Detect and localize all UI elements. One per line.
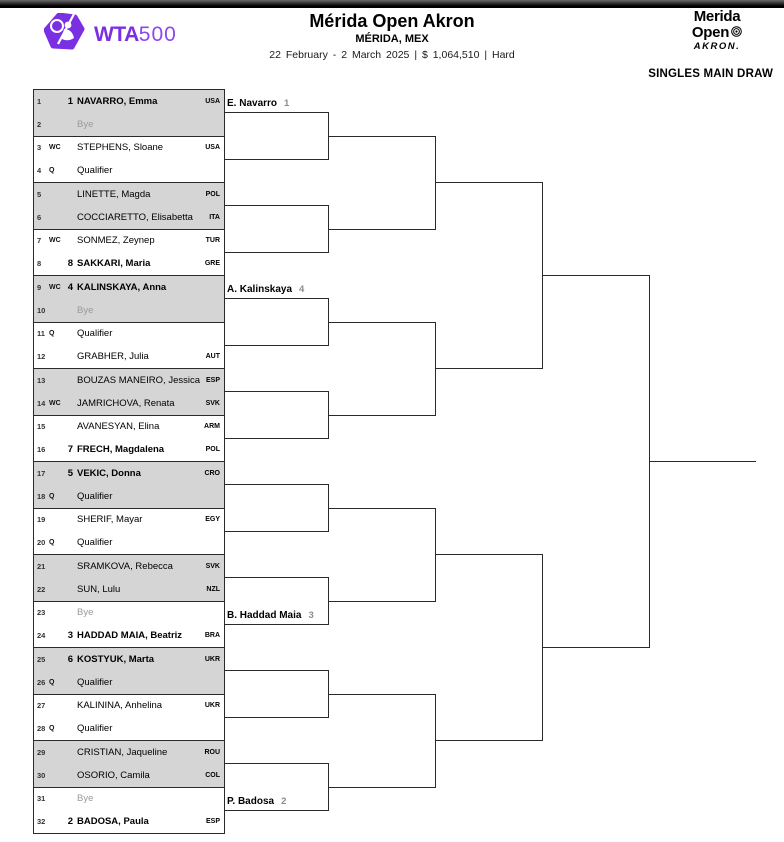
entry-position: 3 <box>37 143 42 153</box>
advancing-player-label <box>227 98 289 109</box>
entry-position: 18 <box>37 491 46 501</box>
first-round-match-box <box>33 787 225 835</box>
entry-type-tag: Q <box>49 167 55 175</box>
player-name: KOSTYUK, Marta <box>77 653 155 665</box>
wta-wordmark: WTA <box>94 22 139 46</box>
draw-entry-row <box>34 230 224 253</box>
entry-seed: 8 <box>67 258 73 270</box>
entry-position: 20 <box>37 538 46 548</box>
entry-type-tag: WC <box>49 144 61 152</box>
player-name: Qualifier <box>77 723 113 735</box>
entry-position: 5 <box>37 189 42 199</box>
draw-entry-row <box>34 276 224 299</box>
entry-position: 1 <box>37 96 42 106</box>
country-code: POL <box>205 190 220 198</box>
round1-winner-line <box>225 252 328 253</box>
sponsor-logo <box>662 9 772 51</box>
section-title: SINGLES MAIN DRAW <box>648 68 773 80</box>
first-round-match-box <box>33 740 225 788</box>
round1-winner-line <box>225 391 328 392</box>
entry-type-tag: WC <box>49 237 61 245</box>
country-code: SVK <box>205 562 220 570</box>
entry-position: 27 <box>37 701 46 711</box>
entry-position: 15 <box>37 422 46 432</box>
country-code: ESP <box>205 818 220 826</box>
advancing-player-seed: 2 <box>281 795 287 807</box>
player-name: AVANESYAN, Elina <box>77 421 160 433</box>
entry-seed: 6 <box>67 653 73 665</box>
entry-type-tag: WC <box>49 283 61 291</box>
first-round-match-box <box>33 601 225 649</box>
player-name: KALINSKAYA, Anna <box>77 281 167 293</box>
player-name: Qualifier <box>77 490 113 502</box>
draw-entry-row <box>34 90 224 113</box>
player-name: SHERIF, Mayar <box>77 514 143 526</box>
entry-seed: 7 <box>67 444 73 456</box>
tournament-title: Mérida Open Akron <box>309 11 475 31</box>
draw-entry-row <box>34 602 224 625</box>
country-code: ESP <box>205 376 220 384</box>
entry-seed: 4 <box>67 281 73 293</box>
player-name: BOUZAS MANEIRO, Jessica <box>77 374 200 386</box>
player-name: Qualifier <box>77 676 113 688</box>
entry-position: 28 <box>37 724 46 734</box>
sponsor-line-open: Open <box>662 25 772 41</box>
first-round-match-box <box>33 554 225 602</box>
country-code: POL <box>205 446 220 454</box>
entry-position: 24 <box>37 631 46 641</box>
player-name: SONMEZ, Zeynep <box>77 235 155 247</box>
country-code: USA <box>205 97 220 105</box>
round1-winner-line <box>225 112 328 113</box>
entry-position: 29 <box>37 747 46 757</box>
player-name: Qualifier <box>77 165 113 177</box>
first-round-match-box <box>33 89 225 137</box>
entry-type-tag: Q <box>49 539 55 547</box>
tournament-details: 22 February - 2 March 2025 | $ 1,064,510 | Hard <box>269 49 515 61</box>
entry-position: 12 <box>37 352 46 362</box>
country-code: UKR <box>204 702 220 710</box>
round1-winner-line <box>225 159 328 160</box>
entry-position: 17 <box>37 468 46 478</box>
entry-position: 14 <box>37 398 46 408</box>
round2-winner-line <box>328 694 435 695</box>
round2-winner-line <box>328 322 435 323</box>
advancing-player-seed: 3 <box>308 609 314 621</box>
country-code: SVK <box>205 399 220 407</box>
first-round-match-box <box>33 415 225 463</box>
round1-winner-line <box>225 484 328 485</box>
country-code: TUR <box>205 237 220 245</box>
first-round-match-box <box>33 182 225 230</box>
draw-entry-row <box>34 137 224 160</box>
round1-winner-line <box>225 298 328 299</box>
player-name: Bye <box>77 304 94 316</box>
first-round-match-box <box>33 229 225 277</box>
draw-entry-row <box>34 578 224 601</box>
draw-entry-row <box>34 252 224 275</box>
country-code: ARM <box>204 423 220 431</box>
draw-entry-row <box>34 438 224 461</box>
draw-entry-row <box>34 764 224 787</box>
semifinal-winner-line <box>542 275 649 276</box>
entry-seed: 2 <box>67 816 73 828</box>
advancing-player-seed: 1 <box>284 98 290 110</box>
player-name: Bye <box>77 793 94 805</box>
entry-position: 6 <box>37 212 42 222</box>
entry-position: 26 <box>37 677 46 687</box>
player-name: OSORIO, Camila <box>77 769 150 781</box>
draw-entry-row <box>34 462 224 485</box>
advancing-player-label <box>227 796 286 807</box>
first-round-match-box <box>33 136 225 184</box>
player-name: HADDAD MAIA, Beatriz <box>77 630 183 642</box>
round1-winner-line <box>225 577 328 578</box>
round1-winner-line <box>225 670 328 671</box>
player-name: BADOSA, Paula <box>77 816 149 828</box>
entry-position: 16 <box>37 445 46 455</box>
entry-position: 13 <box>37 375 46 385</box>
draw-entry-row <box>34 648 224 671</box>
advancing-player-label <box>227 610 314 621</box>
entry-position: 7 <box>37 236 42 246</box>
country-code: ITA <box>209 213 220 221</box>
round1-winner-line <box>225 531 328 532</box>
draw-entry-row <box>34 509 224 532</box>
entry-type-tag: WC <box>49 399 61 407</box>
draw-entry-row <box>34 741 224 764</box>
entry-position: 22 <box>37 584 46 594</box>
draw-entry-row <box>34 531 224 554</box>
first-round-match-box <box>33 461 225 509</box>
draw-entry-row <box>34 113 224 136</box>
round2-winner-line <box>328 229 435 230</box>
country-code: USA <box>205 144 220 152</box>
sponsor-line-merida: Merida <box>693 8 741 25</box>
semifinal-winner-line <box>542 647 649 648</box>
country-code: UKR <box>204 655 220 663</box>
first-round-match-box <box>33 322 225 370</box>
akron-target-icon <box>731 25 742 41</box>
player-name: CRISTIAN, Jaqueline <box>77 746 168 758</box>
quarterfinal-winner-line <box>435 740 542 741</box>
round1-winner-line <box>225 763 328 764</box>
wta-tier-label: 500 <box>138 22 177 46</box>
entry-type-tag: Q <box>49 678 55 686</box>
entry-position: 25 <box>37 654 46 664</box>
round2-winner-line <box>328 136 435 137</box>
advancing-player-label <box>227 284 304 295</box>
player-name: Qualifier <box>77 328 113 340</box>
player-name: Bye <box>77 607 94 619</box>
player-name: STEPHENS, Sloane <box>77 142 164 154</box>
draw-entry-row <box>34 299 224 322</box>
draw-entry-row <box>34 392 224 415</box>
tournament-location: MÉRIDA, MEX <box>355 33 429 45</box>
first-round-match-box <box>33 275 225 323</box>
player-name: SUN, Lulu <box>77 583 121 595</box>
advancing-player-seed: 4 <box>299 284 305 296</box>
draw-entry-row <box>34 624 224 647</box>
first-round-match-box <box>33 647 225 695</box>
draw-entry-row <box>34 671 224 694</box>
player-name: VEKIC, Donna <box>77 467 141 479</box>
round1-winner-line <box>225 624 328 625</box>
player-name: Bye <box>77 118 94 130</box>
draw-entry-row <box>34 159 224 182</box>
champion-line <box>649 461 756 462</box>
country-code: ROU <box>204 748 220 756</box>
advancing-player-name: E. Navarro <box>227 98 278 110</box>
draw-entry-row <box>34 717 224 740</box>
entry-position: 31 <box>37 794 46 804</box>
advancing-player-name: A. Kalinskaya <box>227 284 293 296</box>
round1-winner-line <box>225 438 328 439</box>
draw-entry-row <box>34 810 224 833</box>
quarterfinal-winner-line <box>435 368 542 369</box>
player-name: JAMRICHOVA, Renata <box>77 397 175 409</box>
round1-winner-line <box>225 205 328 206</box>
round1-winner-line <box>225 717 328 718</box>
draw-entry-row <box>34 485 224 508</box>
player-name: COCCIARETTO, Elisabetta <box>77 211 193 223</box>
draw-entry-row <box>34 788 224 811</box>
country-code: NZL <box>206 585 220 593</box>
sponsor-line-akron: AKRON. <box>693 40 741 52</box>
round2-winner-line <box>328 601 435 602</box>
entry-seed: 5 <box>67 467 73 479</box>
entry-position: 9 <box>37 282 42 292</box>
top-black-bar <box>0 0 784 8</box>
country-code: GRE <box>204 260 220 268</box>
country-code: BRA <box>204 632 220 640</box>
entry-position: 11 <box>37 329 45 339</box>
round2-winner-line <box>328 508 435 509</box>
country-code: COL <box>205 771 220 779</box>
player-name: LINETTE, Magda <box>77 188 151 200</box>
entry-type-tag: Q <box>49 492 55 500</box>
entry-position: 4 <box>37 166 42 176</box>
first-round-match-box <box>33 694 225 742</box>
player-name: KALININA, Anhelina <box>77 700 163 712</box>
draw-entry-row <box>34 345 224 368</box>
country-code: EGY <box>205 516 220 524</box>
quarterfinal-winner-line <box>435 554 542 555</box>
advancing-player-name: P. Badosa <box>227 795 275 807</box>
draw-entry-row <box>34 183 224 206</box>
draw-entry-row <box>34 416 224 439</box>
round2-winner-line <box>328 415 435 416</box>
first-round-match-box <box>33 508 225 556</box>
entry-seed: 3 <box>67 630 73 642</box>
entry-position: 10 <box>37 305 46 315</box>
entry-position: 32 <box>37 817 46 827</box>
entry-position: 30 <box>37 770 46 780</box>
player-name: FRECH, Magdalena <box>77 444 165 456</box>
entry-seed: 1 <box>67 95 73 107</box>
player-name: Qualifier <box>77 537 113 549</box>
player-name: NAVARRO, Emma <box>77 95 158 107</box>
draw-entry-row <box>34 695 224 718</box>
draw-entry-row <box>34 555 224 578</box>
entry-position: 21 <box>37 561 46 571</box>
draw-entry-row <box>34 206 224 229</box>
country-code: CRO <box>204 469 220 477</box>
player-name: SRAMKOVA, Rebecca <box>77 560 173 572</box>
entry-position: 8 <box>37 259 42 269</box>
first-round-match-box <box>33 368 225 416</box>
advancing-player-name: B. Haddad Maia <box>227 609 302 621</box>
entry-position: 19 <box>37 515 46 525</box>
round1-winner-line <box>225 810 328 811</box>
entry-type-tag: Q <box>49 330 55 338</box>
player-name: GRABHER, Julia <box>77 351 149 363</box>
entry-type-tag: Q <box>49 725 55 733</box>
quarterfinal-winner-line <box>435 182 542 183</box>
round2-winner-line <box>328 787 435 788</box>
entry-position: 2 <box>37 119 42 129</box>
player-name: SAKKARI, Maria <box>77 258 151 270</box>
round1-winner-line <box>225 345 328 346</box>
draw-entry-row <box>34 323 224 346</box>
draw-entry-row <box>34 369 224 392</box>
country-code: AUT <box>205 353 220 361</box>
entry-position: 23 <box>37 608 46 618</box>
